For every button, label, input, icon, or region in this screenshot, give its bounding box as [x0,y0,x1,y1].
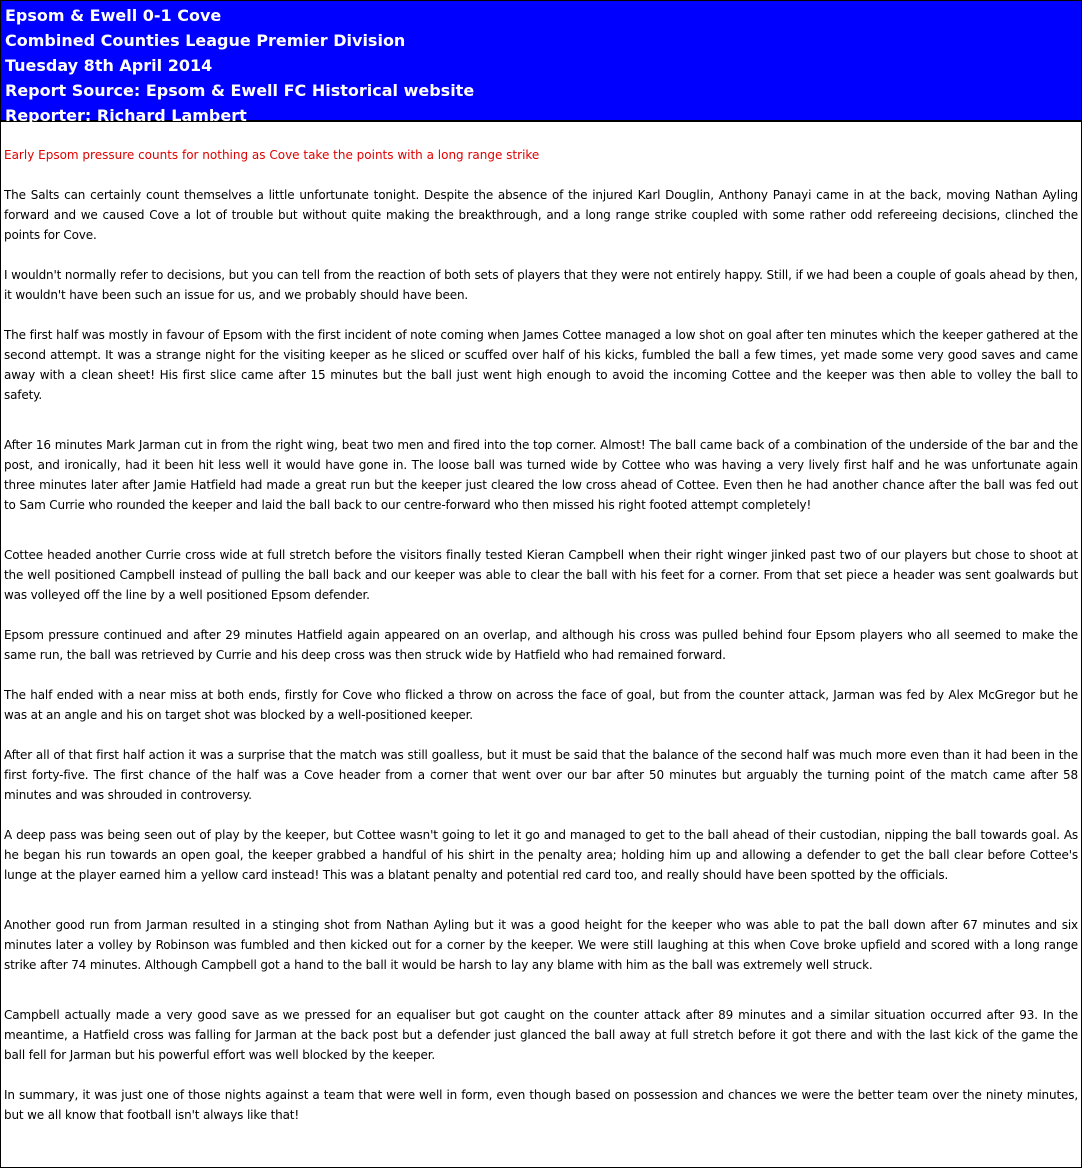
reporter: Reporter: Richard Lambert [5,106,247,125]
report-paragraph: A deep pass was being seen out of play by the keeper, but Cottee wasn't going to let it go and managed to get to the ball ahead of their custodian, nipping the ball towards goal. As he began his run towards an open goal, the keeper grabbed a handful of his shirt in the penalty area; holding him up and allowing a defender to get the ball clear before Cottee's lunge at the player earned him a yellow card instead! This was a blatant penalty and potential red card too, and really should have been spotted by the officials. [4,828,1078,882]
report-paragraph: After all of that first half action it was a surprise that the match was still goalless, but it must be said that the balance of the second half was much more even than it had been in the first forty-five. The first chance of the half was a Cove header from a corner that went over our bar after 50 minutes but arguably the turning point of the match came after 58 minutes and was shrouded in controversy. [4,748,1078,802]
report-paragraph: Campbell actually made a very good save as we pressed for an equaliser but got caught on the counter attack after 89 minutes and a similar situation occurred after 93. In the meantime, a Hatfield cross was falling for Jarman at the back post but a defender just glanced the ball away at full stretch before it got there and with the last kick of the game the ball fell for Jarman but his powerful effort was well blocked by the keeper. [4,1008,1078,1062]
report-paragraph: Another good run from Jarman resulted in a stinging shot from Nathan Ayling but it was a good height for the keeper who was able to pat the ball down after 67 minutes and six minutes later a volley by Robinson was fumbled and then kicked out for a corner by the keeper. We were still laughing at this when Cove broke upfield and scored with a long range strike after 74 minutes. Although Campbell got a hand to the ball it would be harsh to lay any blame with him as the ball was extremely well struck. [4,918,1078,972]
match-header [1,1,1081,125]
report-source: Report Source: Epsom & Ewell FC Historical website [5,81,475,100]
report-paragraph: In summary, it was just one of those nights against a team that were well in form, even though based on possession and chances we were the better team over the ninety minutes, but we all know that football isn't always like that! [4,1088,1078,1122]
report-headline: Early Epsom pressure counts for nothing as Cove take the points with a long range strike [4,148,540,162]
match-title: Epsom & Ewell 0-1 Cove [5,6,222,25]
report-paragraph: I wouldn't normally refer to decisions, but you can tell from the reaction of both sets of players that they were not entirely happy. Still, if we had been a couple of goals ahead by then, it wouldn't have been such an issue for us, and we probably should have been. [4,268,1078,302]
report-paragraph: The first half was mostly in favour of Epsom with the first incident of note coming when James Cottee managed a low shot on goal after ten minutes which the keeper gathered at the second attempt. It was a strange night for the visiting keeper as he sliced or scuffed over half of his kicks, fumbled the ball a few times, yet made some very good saves and came away with a clean sheet! His first slice came after 15 minutes but the ball just went high enough to avoid the incoming Cottee and the keeper was then able to volley the ball to safety. [4,328,1078,402]
report-paragraph: Cottee headed another Currie cross wide at full stretch before the visitors finally tested Kieran Campbell when their right winger jinked past two of our players but chose to shoot at the well positioned Campbell instead of pulling the ball back and our keeper was able to clear the ball with his feet for a corner. From that set piece a header was sent goalwards but was volleyed off the line by a well positioned Epsom defender. [4,548,1078,602]
match-date: Tuesday 8th April 2014 [5,56,213,75]
report-paragraph: After 16 minutes Mark Jarman cut in from the right wing, beat two men and fired into the top corner. Almost! The ball came back of a combination of the underside of the bar and the post, and ironically, had it been hit less well it would have gone in. The loose ball was turned wide by Cottee who was having a very lively first half and he was unfortunate again three minutes later after Jamie Hatfield had made a great run but the keeper just cleared the low cross ahead of Cottee. Even then he had another chance after the ball was fed out to Sam Currie who rounded the keeper and laid the ball back to our centre-forward who then missed his right footed attempt completely! [4,438,1078,512]
competition: Combined Counties League Premier Division [5,31,406,50]
report-body [1,122,1081,1125]
report-paragraph: The Salts can certainly count themselves a little unfortunate tonight. Despite the absence of the injured Karl Douglin, Anthony Panayi came in at the back, moving Nathan Ayling forward and we caused Cove a lot of trouble but without quite making the breakthrough, and a long range strike coupled with some rather odd refereeing decisions, clinched the points for Cove. [4,188,1078,242]
report-paragraph: Epsom pressure continued and after 29 minutes Hatfield again appeared on an overlap, and although his cross was pulled behind four Epsom players who all seemed to make the same run, the ball was retrieved by Currie and his deep cross was then struck wide by Hatfield who had remained forward. [4,628,1078,662]
report-paragraph: The half ended with a near miss at both ends, firstly for Cove who flicked a throw on across the face of goal, but from the counter attack, Jarman was fed by Alex McGregor but he was at an angle and his on target shot was blocked by a well-positioned keeper. [4,688,1078,722]
